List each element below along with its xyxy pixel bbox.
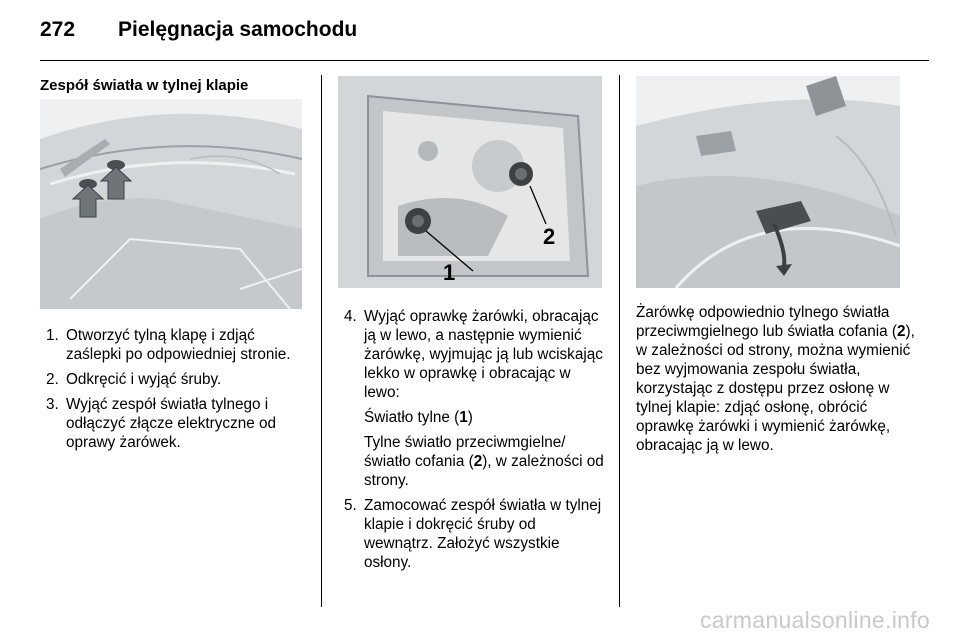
column-3 (636, 76, 922, 455)
figure-tailgate-caps (40, 99, 302, 309)
sub-item-rear-light: Światło tylne (1) (364, 409, 473, 426)
section-title: Zespół światła w tylnej klapie (40, 77, 249, 94)
column-divider-2 (619, 75, 620, 607)
callout-1-label: 1 (443, 260, 456, 285)
list-item: 4. Wyjąć oprawkę żarówki, obracając ją w lewo, a następnie wymienić żarówkę, wyjmując ją lub wciskając lekko w oprawkę i obracając w lewo: (344, 308, 603, 401)
cover-paragraph: Żarówkę odpowiednio tylnego światła przeciwmgielnego lub światła cofania (2), w zależności od strony, można wymienić bez wyjmowania zespołu światła, korzystając z dostępu przez osłonę w tylnej klapie: zdjąć osłonę, obrócić oprawkę żarówki i wymienić żarówkę, obracając ją w lewo. (636, 304, 915, 454)
column-divider-1 (321, 75, 322, 607)
cover-illustration (636, 76, 900, 288)
list-item: 2. Odkręcić i wyjąć śruby. (46, 371, 222, 388)
chapter-title: Pielęgnacja samochodu (118, 18, 358, 41)
list-item: 1. Otworzyć tylną klapę i zdjąć zaślepki po odpowiedniej stronie. (46, 327, 291, 363)
figure-lamp-bulbs (338, 76, 602, 288)
sub-item-fog-reverse: Tylne światło przeciwmgielne/ światło cofania (2), w zależności od strony. (364, 434, 604, 489)
lamp-illustration (338, 76, 602, 288)
page-number: 272 (40, 18, 76, 41)
watermark: carmanualsonline.info (699, 607, 930, 633)
steps-list-3 (338, 496, 604, 572)
figure-tailgate-cover (636, 76, 900, 288)
steps-list-2 (338, 307, 604, 402)
list-item: 5. Zamocować zespół światła w tylnej klapie i dokręcić śruby od wewnątrz. Założyć wszystkie osłony. (344, 497, 602, 571)
steps-list-1 (40, 326, 308, 452)
list-item: 3. Wyjąć zespół światła tylnego i odłączyć złącze elektryczne od oprawy żarówek. (46, 396, 277, 451)
column-2 (338, 76, 604, 578)
tailgate-illustration (40, 99, 302, 309)
column-1 (40, 76, 308, 458)
callout-2-label: 2 (543, 224, 556, 249)
page-header (40, 18, 920, 48)
header-rule (40, 60, 929, 61)
